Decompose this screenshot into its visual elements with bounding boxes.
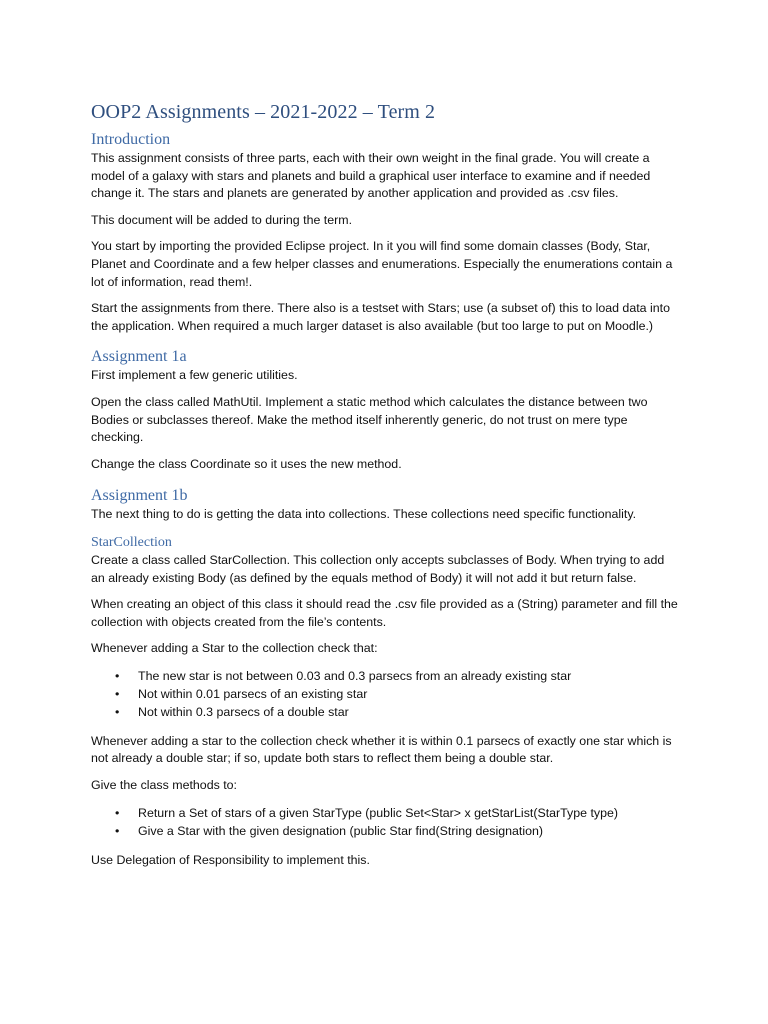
bullet-icon: • xyxy=(115,686,120,701)
starcollection-heading: StarCollection xyxy=(91,534,172,550)
intro-paragraph-4: Start the assignments from there. There also is a testset with Stars; use (a subset of) this to load data into the application. When required a much larger dataset is also available (but too large to put on Moodle.) xyxy=(91,301,670,333)
list-item-text: Not within 0.01 parsecs of an existing star xyxy=(138,686,368,701)
assignment-1b-heading: Assignment 1b xyxy=(91,487,188,505)
assignment-1a-paragraph-3: Change the class Coordinate so it uses the new method. xyxy=(91,456,402,471)
list-item xyxy=(115,822,681,840)
list-item-text: Not within 0.3 parsecs of a double star xyxy=(138,704,349,719)
intro-paragraph-1: This assignment consists of three parts, each with their own weight in the final grade. You will create a model of a galaxy with stars and planets and build a graphical user interface to examine and if needed change it. The stars and planets are generated by another application and provided as .csv files. xyxy=(91,151,651,201)
assignment-1a-heading: Assignment 1a xyxy=(91,348,187,366)
assignment-1b-paragraph-1: The next thing to do is getting the data into collections. These collections need specific functionality. xyxy=(91,507,637,522)
starcollection-paragraph-3: Whenever adding a Star to the collection check that: xyxy=(91,641,378,656)
document-title: OOP2 Assignments – 2021-2022 – Term 2 xyxy=(91,101,436,123)
intro-paragraph-3: You start by importing the provided Eclipse project. In it you will find some domain classes (Body, Star, Planet and Coordinate and a few helper classes and enumerations. Especially the enumerations contain a lot of information, read them!. xyxy=(91,239,673,289)
starcollection-paragraph-4: Whenever adding a star to the collection check whether it is within 0.1 parsecs of exactly one star which is not already a double star; if so, update both stars to reflect them being a double star. xyxy=(91,733,672,766)
bullet-icon: • xyxy=(115,668,120,683)
assignment-1a-paragraph-1: First implement a few generic utilities. xyxy=(91,368,298,383)
list-item-text: Give a Star with the given designation (public Star find(String designation) xyxy=(138,823,543,838)
list-item-text: The new star is not between 0.03 and 0.3 parsecs from an already existing star xyxy=(138,668,572,683)
list-item xyxy=(115,667,681,685)
list-item xyxy=(115,804,681,822)
intro-paragraph-2: This document will be added to during the term. xyxy=(91,212,353,227)
starcollection-paragraph-5: Give the class methods to: xyxy=(91,778,238,793)
bullet-icon: • xyxy=(115,805,120,820)
bullet-icon: • xyxy=(115,704,120,719)
list-item-text: Return a Set of stars of a given StarType (public Set<Star> x getStarList(StarType type) xyxy=(138,805,619,820)
starcollection-paragraph-6: Use Delegation of Responsibility to implement this. xyxy=(91,852,370,867)
class-methods-list xyxy=(91,804,681,840)
bullet-icon: • xyxy=(115,823,120,838)
star-checks-list xyxy=(91,667,681,721)
assignment-1a-paragraph-2: Open the class called MathUtil. Implement a static method which calculates the distance between two Bodies or subclasses thereof. Make the method itself inherently generic, do not trust on mere type checking. xyxy=(91,394,648,445)
list-item xyxy=(115,703,681,721)
list-item xyxy=(115,685,681,703)
starcollection-paragraph-1: Create a class called StarCollection. This collection only accepts subclasses of Body. When trying to add an already existing Body (as defined by the equals method of Body) it will not add it but return false. xyxy=(91,552,665,585)
document-body xyxy=(91,99,681,878)
introduction-heading: Introduction xyxy=(91,131,171,148)
starcollection-paragraph-2: When creating an object of this class it should read the .csv file provided as a (String) parameter and fill the collection with objects created from the file’s contents. xyxy=(91,597,678,629)
